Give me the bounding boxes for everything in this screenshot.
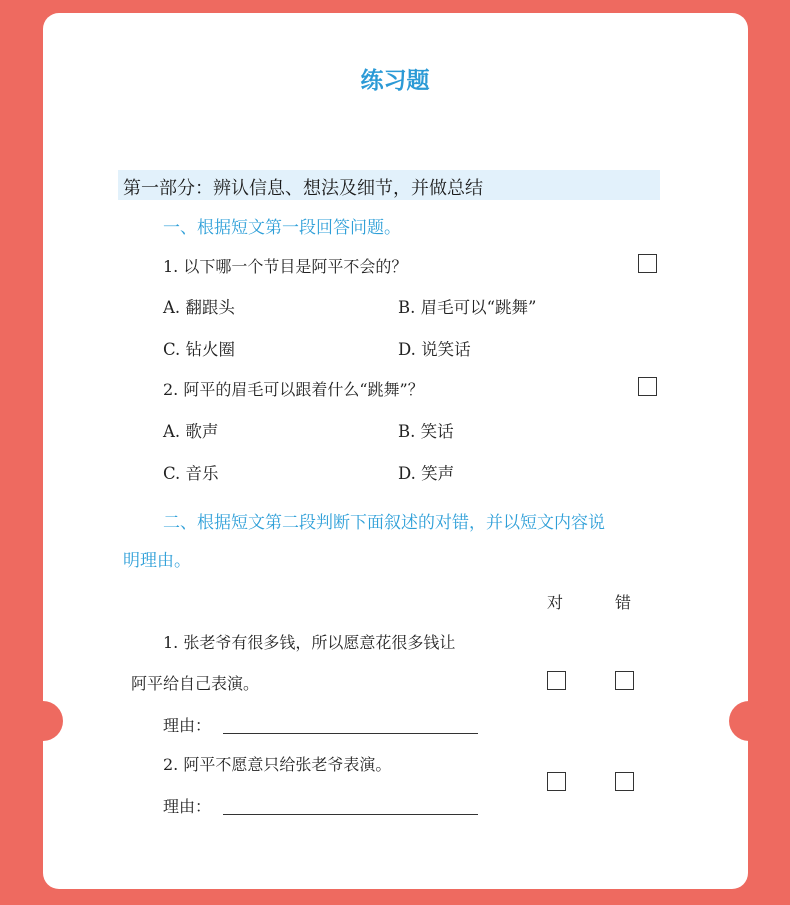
question-2-option-d: D. 笑声 [398, 464, 455, 483]
column-header-false: 错 [615, 593, 632, 612]
worksheet-card [43, 13, 748, 889]
instruction-2-line-2: 明理由。 [123, 551, 191, 571]
statement-1-true-checkbox[interactable] [547, 671, 566, 690]
question-2-answer-checkbox[interactable] [638, 377, 657, 396]
page-title: 练习题 [360, 68, 430, 94]
statement-1-reason-label: 理由： [163, 716, 212, 735]
question-1-option-d: D. 说笑话 [398, 340, 471, 359]
statement-2-reason-label: 理由： [163, 797, 212, 816]
question-1-option-a: A. 翻跟头 [163, 298, 235, 317]
column-header-true: 对 [547, 593, 564, 612]
statement-1-line-2: 阿平给自己表演。 [131, 674, 260, 693]
card-notch-right [729, 701, 769, 741]
statement-1-line-1: 1. 张老爷有很多钱，所以愿意花很多钱让 [163, 633, 456, 652]
question-2: 2. 阿平的眉毛可以跟着什么“跳舞”？ [163, 380, 424, 399]
instruction-2-line-1: 二、根据短文第二段判断下面叙述的对错，并以短文内容说 [163, 513, 605, 533]
statement-2-true-checkbox[interactable] [547, 772, 566, 791]
section-heading: 第一部分：辨认信息、想法及细节，并做总结 [123, 178, 483, 199]
question-2-option-c: C. 音乐 [163, 464, 219, 483]
instruction-1: 一、根据短文第一段回答问题。 [163, 218, 401, 238]
card-notch-left [23, 701, 63, 741]
statement-1-false-checkbox[interactable] [615, 671, 634, 690]
statement-1-reason-line[interactable] [223, 733, 478, 734]
question-1-answer-checkbox[interactable] [638, 254, 657, 273]
question-2-option-a: A. 歌声 [163, 422, 219, 441]
statement-2-reason-line[interactable] [223, 814, 478, 815]
question-2-option-b: B. 笑话 [398, 422, 454, 441]
statement-2-false-checkbox[interactable] [615, 772, 634, 791]
statement-2-line-1: 2. 阿平不愿意只给张老爷表演。 [163, 755, 392, 774]
question-1-option-b: B. 眉毛可以“跳舞” [398, 298, 537, 317]
question-1: 1. 以下哪一个节目是阿平不会的？ [163, 257, 408, 276]
question-1-option-c: C. 钻火圈 [163, 340, 236, 359]
